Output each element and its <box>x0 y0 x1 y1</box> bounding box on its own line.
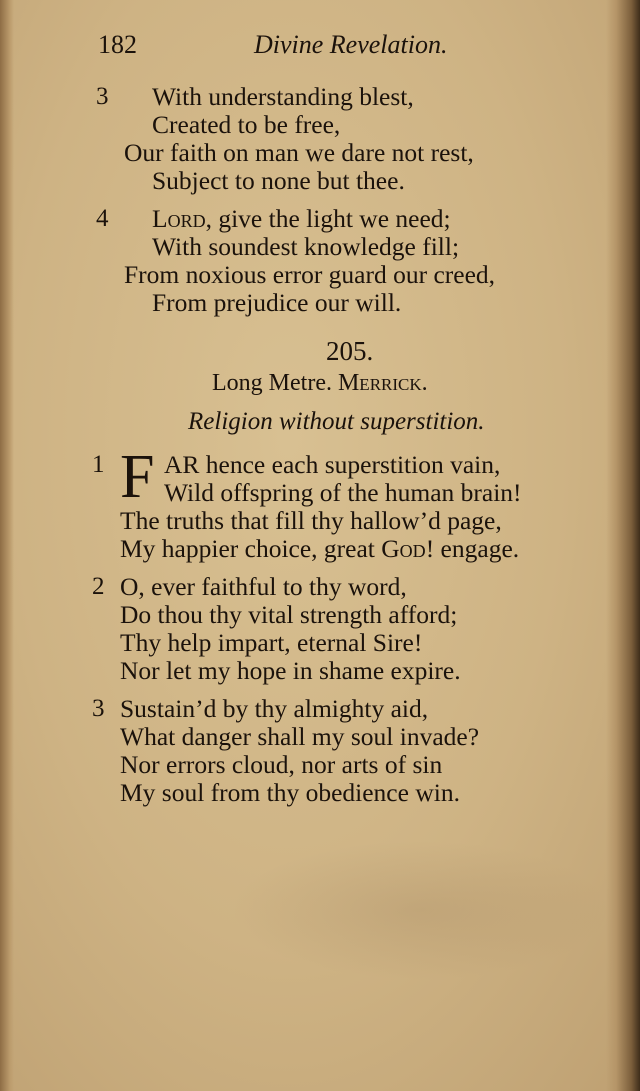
verse-line: From prejudice our will. <box>152 288 402 317</box>
small-caps-word: God <box>381 534 426 563</box>
verse-number: 2 <box>92 573 105 600</box>
verse-line: Wild offspring of the human brain! <box>164 478 522 507</box>
small-caps-word: Lord <box>152 204 206 233</box>
verse-line <box>120 534 519 564</box>
verse-line: With understanding blest, <box>152 82 414 111</box>
verse-line-part: ! engage. <box>425 534 520 563</box>
verse-line: Sustain’d by thy almighty aid, <box>120 694 429 723</box>
verse-line: What danger shall my soul invade? <box>120 722 480 751</box>
running-header <box>98 30 478 70</box>
verse-line: Thy help impart, eternal Sire! <box>120 628 423 657</box>
hymn-number: 205. <box>326 336 374 366</box>
hymn-meter: Long Metre. <box>212 370 332 396</box>
verse-line: Nor let my hope in shame expire. <box>120 656 461 685</box>
verse-number: 3 <box>92 695 105 722</box>
hymn-author: Merrick. <box>337 370 428 396</box>
running-title: Divine Revelation. <box>254 30 448 59</box>
verse-line: O, ever faithful to thy word, <box>120 572 407 601</box>
verse-line: Created to be free, <box>152 110 341 139</box>
verse-number: 4 <box>96 205 109 232</box>
verse-line <box>152 204 451 234</box>
verse-line: Nor errors cloud, nor arts of sin <box>120 750 443 779</box>
verse-line-rest: , give the light we need; <box>205 204 451 233</box>
verse-line: From noxious error guard our creed, <box>124 260 496 289</box>
drop-cap: F <box>120 443 155 511</box>
verse-line-part: My happier choice, great <box>120 534 382 563</box>
hymn-meter-line <box>212 370 428 397</box>
verse-line: The truths that fill thy hallow’d page, <box>120 506 502 535</box>
verse-line: With soundest knowledge fill; <box>152 232 460 261</box>
verse-line: Subject to none but thee. <box>152 166 405 195</box>
page-gutter-shadow <box>606 0 640 1091</box>
verse-line: AR hence each superstition vain, <box>164 450 501 479</box>
verse-number: 1 <box>92 451 105 478</box>
verse-line: Our faith on man we dare not rest, <box>124 138 474 167</box>
verse-number: 3 <box>96 83 109 110</box>
page-left-edge-shadow <box>0 0 14 1091</box>
verse-line: My soul from thy obedience win. <box>120 778 460 807</box>
verse-line: Do thou thy vital strength afford; <box>120 600 458 629</box>
hymn-subject: Religion without superstition. <box>188 408 485 435</box>
show-through-ink <box>230 840 610 980</box>
page-number: 182 <box>98 30 137 59</box>
